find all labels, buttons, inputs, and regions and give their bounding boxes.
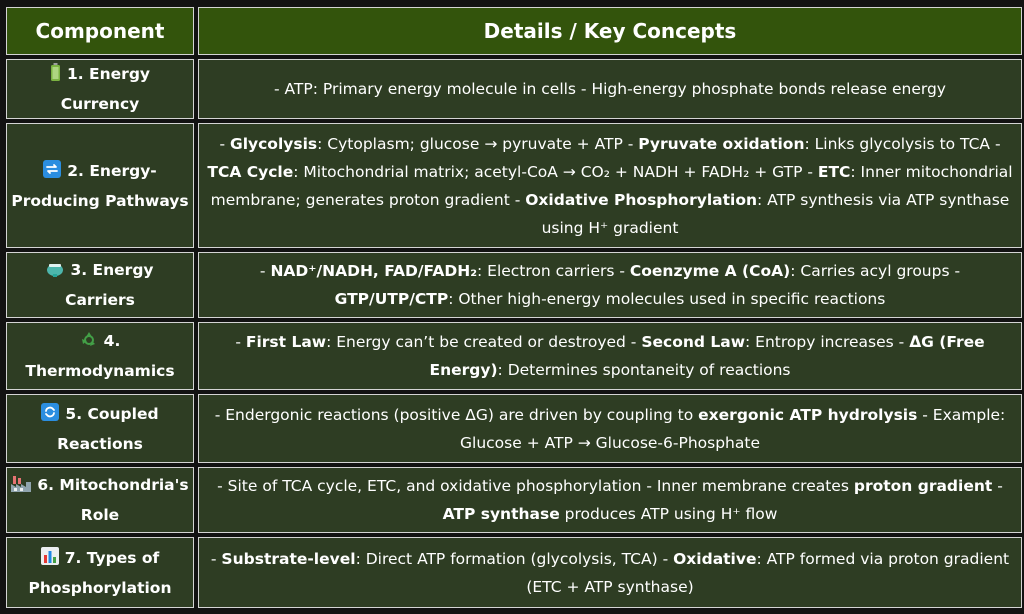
detail-term: Oxidative <box>673 549 757 568</box>
detail-term: First Law <box>245 333 327 351</box>
header-row <box>6 7 1022 55</box>
detail-text: : Inner mitochondrial membrane; generates proton gradient - <box>210 162 1013 209</box>
detail-term: Glycolysis <box>229 134 318 153</box>
detail-term: NAD⁺/NADH, FAD/FADH₂ <box>270 262 477 280</box>
table-row <box>6 467 1022 533</box>
table-container <box>2 3 1022 612</box>
component-label: 5. Coupled Reactions <box>57 404 159 453</box>
component-label: 1. Energy Currency <box>60 65 151 113</box>
details-cell <box>198 59 1022 119</box>
table-row <box>6 394 1022 463</box>
detail-term: Second Law <box>641 333 746 351</box>
bar-chart-icon <box>41 546 59 574</box>
header-details: Details / Key Concepts <box>198 7 1022 55</box>
table-row <box>6 322 1022 390</box>
component-cell <box>6 394 194 463</box>
battery-icon <box>50 62 61 90</box>
detail-term: exergonic ATP hydrolysis <box>698 405 918 424</box>
table-row <box>6 252 1022 318</box>
component-label: 4. Thermodynamics <box>25 332 175 380</box>
detail-text: : Energy can’t be created or destroyed - <box>326 333 642 351</box>
component-cell <box>6 467 194 533</box>
component-label: 3. Energy Carriers <box>65 261 154 309</box>
detail-term: Oxidative Phosphorylation <box>525 190 758 209</box>
detail-text: : Electron carriers - <box>477 262 630 280</box>
detail-text: - <box>235 333 246 351</box>
detail-text: - Example: Glucose + ATP → Glucose-6-Phosphate <box>460 405 1006 452</box>
sync-icon <box>41 402 59 430</box>
detail-text: : ATP synthesis via ATP synthase using H⁺ gradient <box>541 190 1010 237</box>
detail-text: : Mitochondrial matrix; acetyl-CoA → CO₂ + NADH + FADH₂ + GTP - <box>293 162 818 181</box>
detail-term: GTP/UTP/CTP <box>334 290 449 308</box>
detail-term: TCA Cycle <box>207 162 294 181</box>
detail-text: produces ATP using H⁺ flow <box>559 505 778 523</box>
detail-text: : Direct ATP formation (glycolysis, TCA) - <box>355 549 674 568</box>
detail-text: - Endergonic reactions (positive ΔG) are driven by coupling to <box>214 405 699 424</box>
detail-text: - <box>210 549 222 568</box>
component-cell <box>6 537 194 608</box>
recycle-icon <box>80 329 98 357</box>
details-cell <box>198 123 1022 248</box>
cycle-arrows-icon <box>43 159 61 187</box>
detail-text: : Determines spontaneity of reactions <box>497 361 791 379</box>
flask-icon <box>46 258 64 286</box>
details-cell <box>198 467 1022 533</box>
component-label: 7. Types of Phosphorylation <box>28 548 172 597</box>
detail-term: Coenzyme A (CoA) <box>629 262 791 280</box>
details-cell <box>198 537 1022 608</box>
detail-text: - <box>259 262 271 280</box>
header-component: Component <box>6 7 194 55</box>
component-cell <box>6 123 194 248</box>
component-label: 6. Mitochondria's Role <box>37 476 189 524</box>
component-cell <box>6 252 194 318</box>
detail-term: Substrate-level <box>221 549 356 568</box>
detail-term: ATP synthase <box>442 505 560 523</box>
detail-term: proton gradient <box>853 477 993 495</box>
detail-text: : Entropy increases - <box>745 333 910 351</box>
detail-text: : Cytoplasm; glucose → pyruvate + ATP - <box>317 134 639 153</box>
detail-text: : Carries acyl groups - <box>790 262 961 280</box>
table-row <box>6 537 1022 608</box>
component-label: 2. Energy-Producing Pathways <box>11 161 189 210</box>
table-row <box>6 59 1022 119</box>
table-row <box>6 123 1022 248</box>
detail-term: ΔG (Free Energy) <box>429 333 985 379</box>
detail-text: - <box>992 477 1003 495</box>
detail-text: : ATP formed via proton gradient (ETC + ATP synthase) <box>526 549 1010 596</box>
component-cell <box>6 322 194 390</box>
component-cell <box>6 59 194 119</box>
details-cell <box>198 394 1022 463</box>
detail-term: Pyruvate oxidation <box>638 134 805 153</box>
detail-term: ETC <box>817 162 851 181</box>
detail-text: - Site of TCA cycle, ETC, and oxidative phosphorylation - Inner membrane creates <box>217 477 854 495</box>
detail-text: : Links glycolysis to TCA - <box>804 134 1001 153</box>
detail-text: - <box>219 134 230 153</box>
detail-text: - ATP: Primary energy molecule in cells - High-energy phosphate bonds release energy <box>274 80 946 98</box>
key-concepts-table <box>2 3 1024 612</box>
details-cell <box>198 322 1022 390</box>
factory-icon <box>11 473 31 501</box>
details-cell <box>198 252 1022 318</box>
detail-text: : Other high-energy molecules used in specific reactions <box>448 290 886 308</box>
